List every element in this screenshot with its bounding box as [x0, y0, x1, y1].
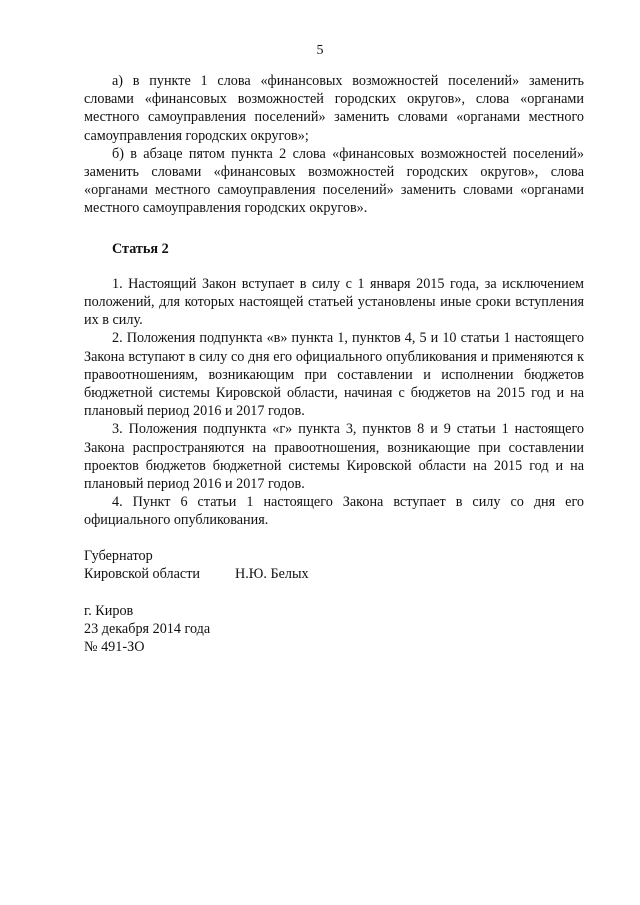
- issue-date: 23 декабря 2014 года: [84, 621, 211, 638]
- article-paragraph-3: 3. Положения подпункта «г» пункта 3, пунктов 8 и 9 статьи 1 настоящего Закона распространяются на правоотношения, возникающие при составлении проектов бюджетов бюджетной системы Кировской области на 2015 год и на плановый период 2016 и 2017 годов.: [84, 421, 584, 493]
- article-heading: Статья 2: [112, 240, 169, 257]
- signatory-name: Н.Ю. Белых: [235, 566, 309, 583]
- article-paragraph-2: 2. Положения подпункта «в» пункта 1, пунктов 4, 5 и 10 статьи 1 настоящего Закона вступают в силу со дня его официального опубликования и применяются к правоотношениям, возникающим при составлении и исполнении бюджетов бюджетной системы Кировской области, начиная с бюджетов на 2015 год и на плановый период 2016 и 2017 годов.: [84, 330, 584, 420]
- issue-block: [84, 602, 210, 657]
- signatory-region: Кировской области: [84, 566, 200, 583]
- law-number: № 491-ЗО: [84, 639, 145, 656]
- signatory-title: Губернатор: [84, 548, 153, 564]
- page-number: 5: [316, 43, 324, 58]
- article-paragraph-1: 1. Настоящий Закон вступает в силу с 1 января 2015 года, за исключением положений, для которых настоящей статьей установлены иные сроки вступления их в силу.: [84, 275, 584, 329]
- issue-city: г. Киров: [84, 603, 134, 619]
- signature-block: [84, 547, 309, 583]
- article-paragraph-4: 4. Пункт 6 статьи 1 настоящего Закона вступает в силу со дня его официального опубликования.: [84, 494, 584, 529]
- paragraph-b: б) в абзаце пятом пункта 2 слова «финансовых возможностей поселений» заменить словами «финансовых возможностей городских округов», слова «органами местного самоуправления поселений» заменить словами «органами местного самоуправления городских округов».: [84, 145, 584, 217]
- paragraph-a: а) в пункте 1 слова «финансовых возможностей поселений» заменить словами «финансовых возможностей городских округов», слова «органами местного самоуправления поселений» заменить словами «органами местного самоуправления городских округов»;: [84, 73, 584, 144]
- document-body: [84, 72, 584, 530]
